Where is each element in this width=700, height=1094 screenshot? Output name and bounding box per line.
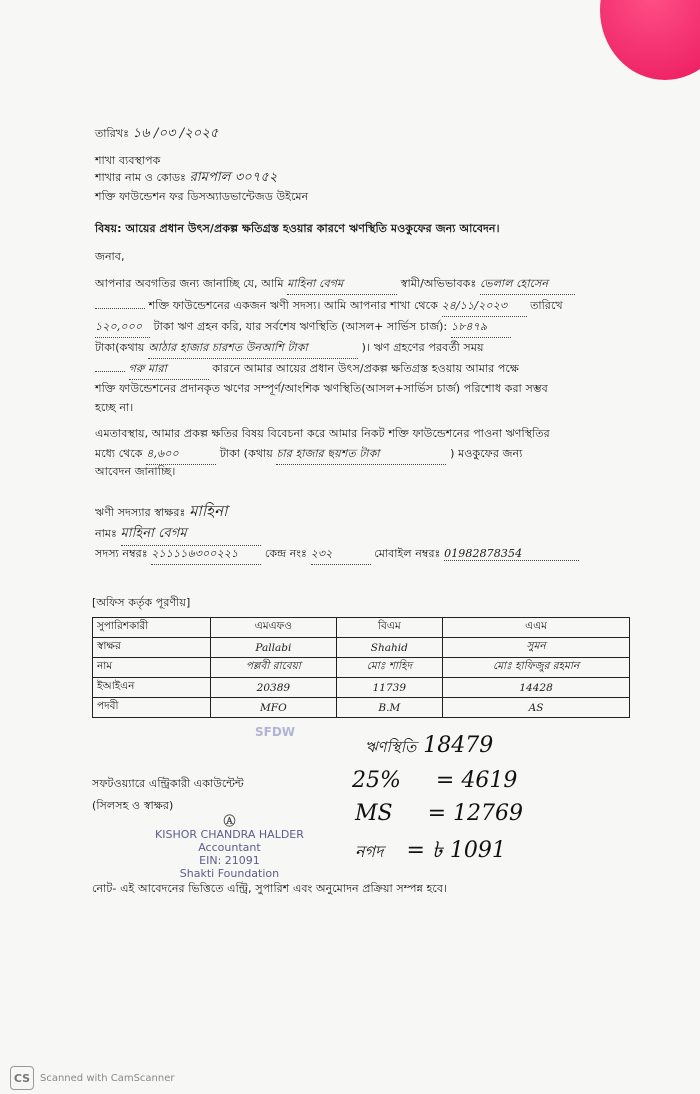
table-cell: সুপারিশকারী bbox=[93, 618, 211, 638]
body-text: শক্তি ফাউন্ডেশনের একজন ঋণী সদস্য। আমি আপনার শাখা থেকে bbox=[148, 299, 438, 312]
seal-title: Accountant bbox=[198, 841, 261, 854]
table-cell: Shahid bbox=[336, 638, 443, 658]
body-text: ) মওকুফের জন্য bbox=[450, 447, 523, 460]
branch-value: রামপাল ৩০৭৫২ bbox=[189, 170, 278, 185]
branch-label: শাখার নাম ও কোডঃ bbox=[95, 171, 187, 184]
seal-org: Shakti Foundation bbox=[179, 867, 280, 880]
body-text: টাকা (কথায় bbox=[219, 447, 273, 460]
body-text: তারিখে bbox=[530, 299, 563, 312]
body-line-10: আবেদন জানাচ্ছি। bbox=[95, 465, 176, 478]
member-name: মাহিনা বেগম bbox=[121, 524, 261, 546]
pink-sticker-decoration bbox=[600, 0, 700, 80]
loan-amount: ১২০,০০০ bbox=[95, 318, 150, 338]
date-line bbox=[95, 124, 218, 145]
body-text: )। ঋণ গ্রহণের পরবর্তী সময় bbox=[361, 341, 484, 354]
table-cell: মোঃ শাহিদ bbox=[336, 658, 443, 678]
loan-date: ২৪/১১/২০২৩ bbox=[442, 297, 527, 317]
body-line-7: হচ্ছে না। bbox=[95, 401, 134, 414]
table-cell: পদবী bbox=[93, 698, 211, 718]
damage-reason: গরু মারা bbox=[129, 360, 209, 380]
mobile-no: 01982878354 bbox=[444, 547, 579, 561]
calc-label: নগদ bbox=[355, 842, 384, 861]
table-row bbox=[93, 698, 630, 718]
subject: বিষয়: আয়ের প্রধান উৎস/প্রকল্প ক্ষতিগ্রস্ত হওয়ার কারণে ঋণস্থিতি মওকুফের জন্য আবেদন। bbox=[95, 222, 500, 235]
applicant-name: মাহিনা বেগম bbox=[287, 275, 397, 295]
waive-amount: ৪,৬০০ bbox=[146, 445, 216, 465]
table-cell: B.M bbox=[336, 698, 443, 718]
calc-label: ঋণস্থিতি bbox=[365, 738, 417, 756]
camscanner-logo: CS bbox=[10, 1066, 34, 1090]
table-cell: 11739 bbox=[336, 678, 443, 698]
calc-value: = 4619 bbox=[435, 768, 518, 793]
sfdw-stamp: SFDW bbox=[255, 725, 296, 739]
table-cell: AS bbox=[443, 698, 630, 718]
camscanner-text: Scanned with CamScanner bbox=[40, 1072, 175, 1084]
calc-label: 25% bbox=[352, 768, 401, 793]
branch-line bbox=[95, 168, 277, 189]
table-cell: বিএম bbox=[336, 618, 443, 638]
center-label: কেন্দ্র নংঃ bbox=[264, 547, 308, 560]
calc-line-4 bbox=[355, 833, 506, 870]
loan-balance: ১৮৪৭৯ bbox=[451, 318, 511, 338]
table-cell: এমএফও bbox=[211, 618, 336, 638]
body-text: আপনার অবগতির জন্য জানাচ্ছি যে, আমি bbox=[95, 277, 284, 290]
table-cell: 14428 bbox=[443, 678, 630, 698]
member-id-line bbox=[95, 545, 579, 565]
calc-label: MS bbox=[355, 801, 393, 826]
calc-value: 18479 bbox=[423, 733, 494, 758]
calc-line-2 bbox=[352, 768, 517, 793]
camscanner-footer bbox=[10, 1066, 175, 1090]
office-heading: [অফিস কর্তৃক পূরণীয়] bbox=[92, 596, 191, 609]
footer-note: নোট- এই আবেদনের ভিত্তিতে এন্ট্রি, সুপারিশ এবং অনুমোদন প্রক্রিয়া সম্পন্ন হবে। bbox=[92, 882, 448, 895]
table-row bbox=[93, 638, 630, 658]
balance-words: আঠার হাজার চারশত উনআশি টাকা bbox=[148, 339, 358, 359]
body-line-1 bbox=[95, 275, 575, 295]
guardian-label: স্বামী/অভিভাবকঃ bbox=[400, 277, 477, 290]
salutation: জনাব, bbox=[95, 250, 125, 263]
center-no: ২৩২ bbox=[311, 545, 371, 565]
calc-line-1 bbox=[365, 733, 493, 761]
date-value: ১৬ /০৩ /২০২৫ bbox=[132, 126, 219, 141]
name-label: নামঃ bbox=[95, 527, 117, 540]
body-text: কারনে আমার আয়ের প্রধান উৎস/প্রকল্প ক্ষতিগ্রস্ত হওয়ায় আমার পক্ষে bbox=[212, 362, 519, 375]
table-cell: MFO bbox=[211, 698, 336, 718]
table-row bbox=[93, 618, 630, 638]
body-text: টাকা(কথায় bbox=[95, 341, 145, 354]
body-line-8: এমতাবস্থায়, আমার প্রকল্প ক্ষতির বিষয় বিবেচনা করে আমার নিকট শক্তি ফাউন্ডেশনের পাওনা ঋণস্থিতির bbox=[95, 427, 550, 440]
waive-words: চার হাজার ছয়শত টাকা bbox=[276, 445, 446, 465]
member-no-label: সদস্য নম্বরঃ bbox=[95, 547, 148, 560]
table-cell: মোঃ হাফিজুর রহমান bbox=[443, 658, 630, 678]
body-line-2 bbox=[95, 297, 563, 317]
body-text: টাকা ঋণ গ্রহন করি, যার সর্বশেষ ঋণস্থিতি (আসল+ সার্ভিস চার্জ): bbox=[153, 320, 448, 333]
member-name-line bbox=[95, 524, 261, 546]
table-cell: Pallabi bbox=[211, 638, 336, 658]
member-no: ২১১১১৬৩০০২২১ bbox=[151, 545, 261, 565]
to-line: শাখা ব্যবস্থাপক bbox=[95, 154, 161, 167]
table-row bbox=[93, 678, 630, 698]
table-cell: পল্লবী রাবেয়া bbox=[211, 658, 336, 678]
table-cell: সুমন bbox=[443, 638, 630, 658]
table-cell: স্বাক্ষর bbox=[93, 638, 211, 658]
calc-value: = ৳ 1091 bbox=[406, 838, 506, 863]
accountant-seal: Ⓐ KISHOR CHANDRA HALDER Accountant EIN: 21091 Shakti Foundation bbox=[155, 814, 304, 880]
body-text: মধ্যে থেকে bbox=[95, 447, 143, 460]
body-line-3 bbox=[95, 318, 511, 338]
table-cell: নাম bbox=[93, 658, 211, 678]
seal-name: KISHOR CHANDRA HALDER bbox=[155, 828, 304, 841]
member-sign-line bbox=[95, 500, 228, 525]
table-cell: 20389 bbox=[211, 678, 336, 698]
body-line-6: শক্তি ফাউন্ডেশনের প্রদানকৃত ঋণের সম্পূর্ণ/আংশিক ঋণস্থিতি(আসল+সার্ভিস চার্জ) পরিশোধ করা সম্ভব bbox=[95, 382, 548, 395]
table-cell: ইআইএন bbox=[93, 678, 211, 698]
mobile-label: মোবাইল নম্বরঃ bbox=[374, 547, 441, 560]
table-row bbox=[93, 658, 630, 678]
seal-ein: EIN: 21091 bbox=[199, 854, 260, 867]
table-cell: এএম bbox=[443, 618, 630, 638]
sign-label: ঋণী সদস্যার স্বাক্ষরঃ bbox=[95, 506, 186, 519]
calc-value: = 12769 bbox=[427, 801, 524, 826]
body-line-4 bbox=[95, 339, 484, 359]
accountant-role: সফটওয়্যারে এন্ট্রিকারী একাউন্টেন্ট bbox=[92, 777, 244, 790]
date-label: তারিখঃ bbox=[95, 127, 130, 140]
member-signature: মাহিনা bbox=[189, 502, 228, 520]
accountant-seal-note: (সিলসহ ও স্বাক্ষর) bbox=[92, 799, 174, 812]
calc-line-3 bbox=[355, 801, 523, 826]
body-line-5 bbox=[95, 360, 519, 380]
org-line: শক্তি ফাউন্ডেশন ফর ডিসঅ্যাডভান্টেজড উইমেন bbox=[95, 190, 309, 203]
office-table bbox=[92, 617, 630, 718]
body-line-9 bbox=[95, 445, 522, 465]
guardian-name: ভেলাল হোসেন bbox=[480, 275, 575, 295]
